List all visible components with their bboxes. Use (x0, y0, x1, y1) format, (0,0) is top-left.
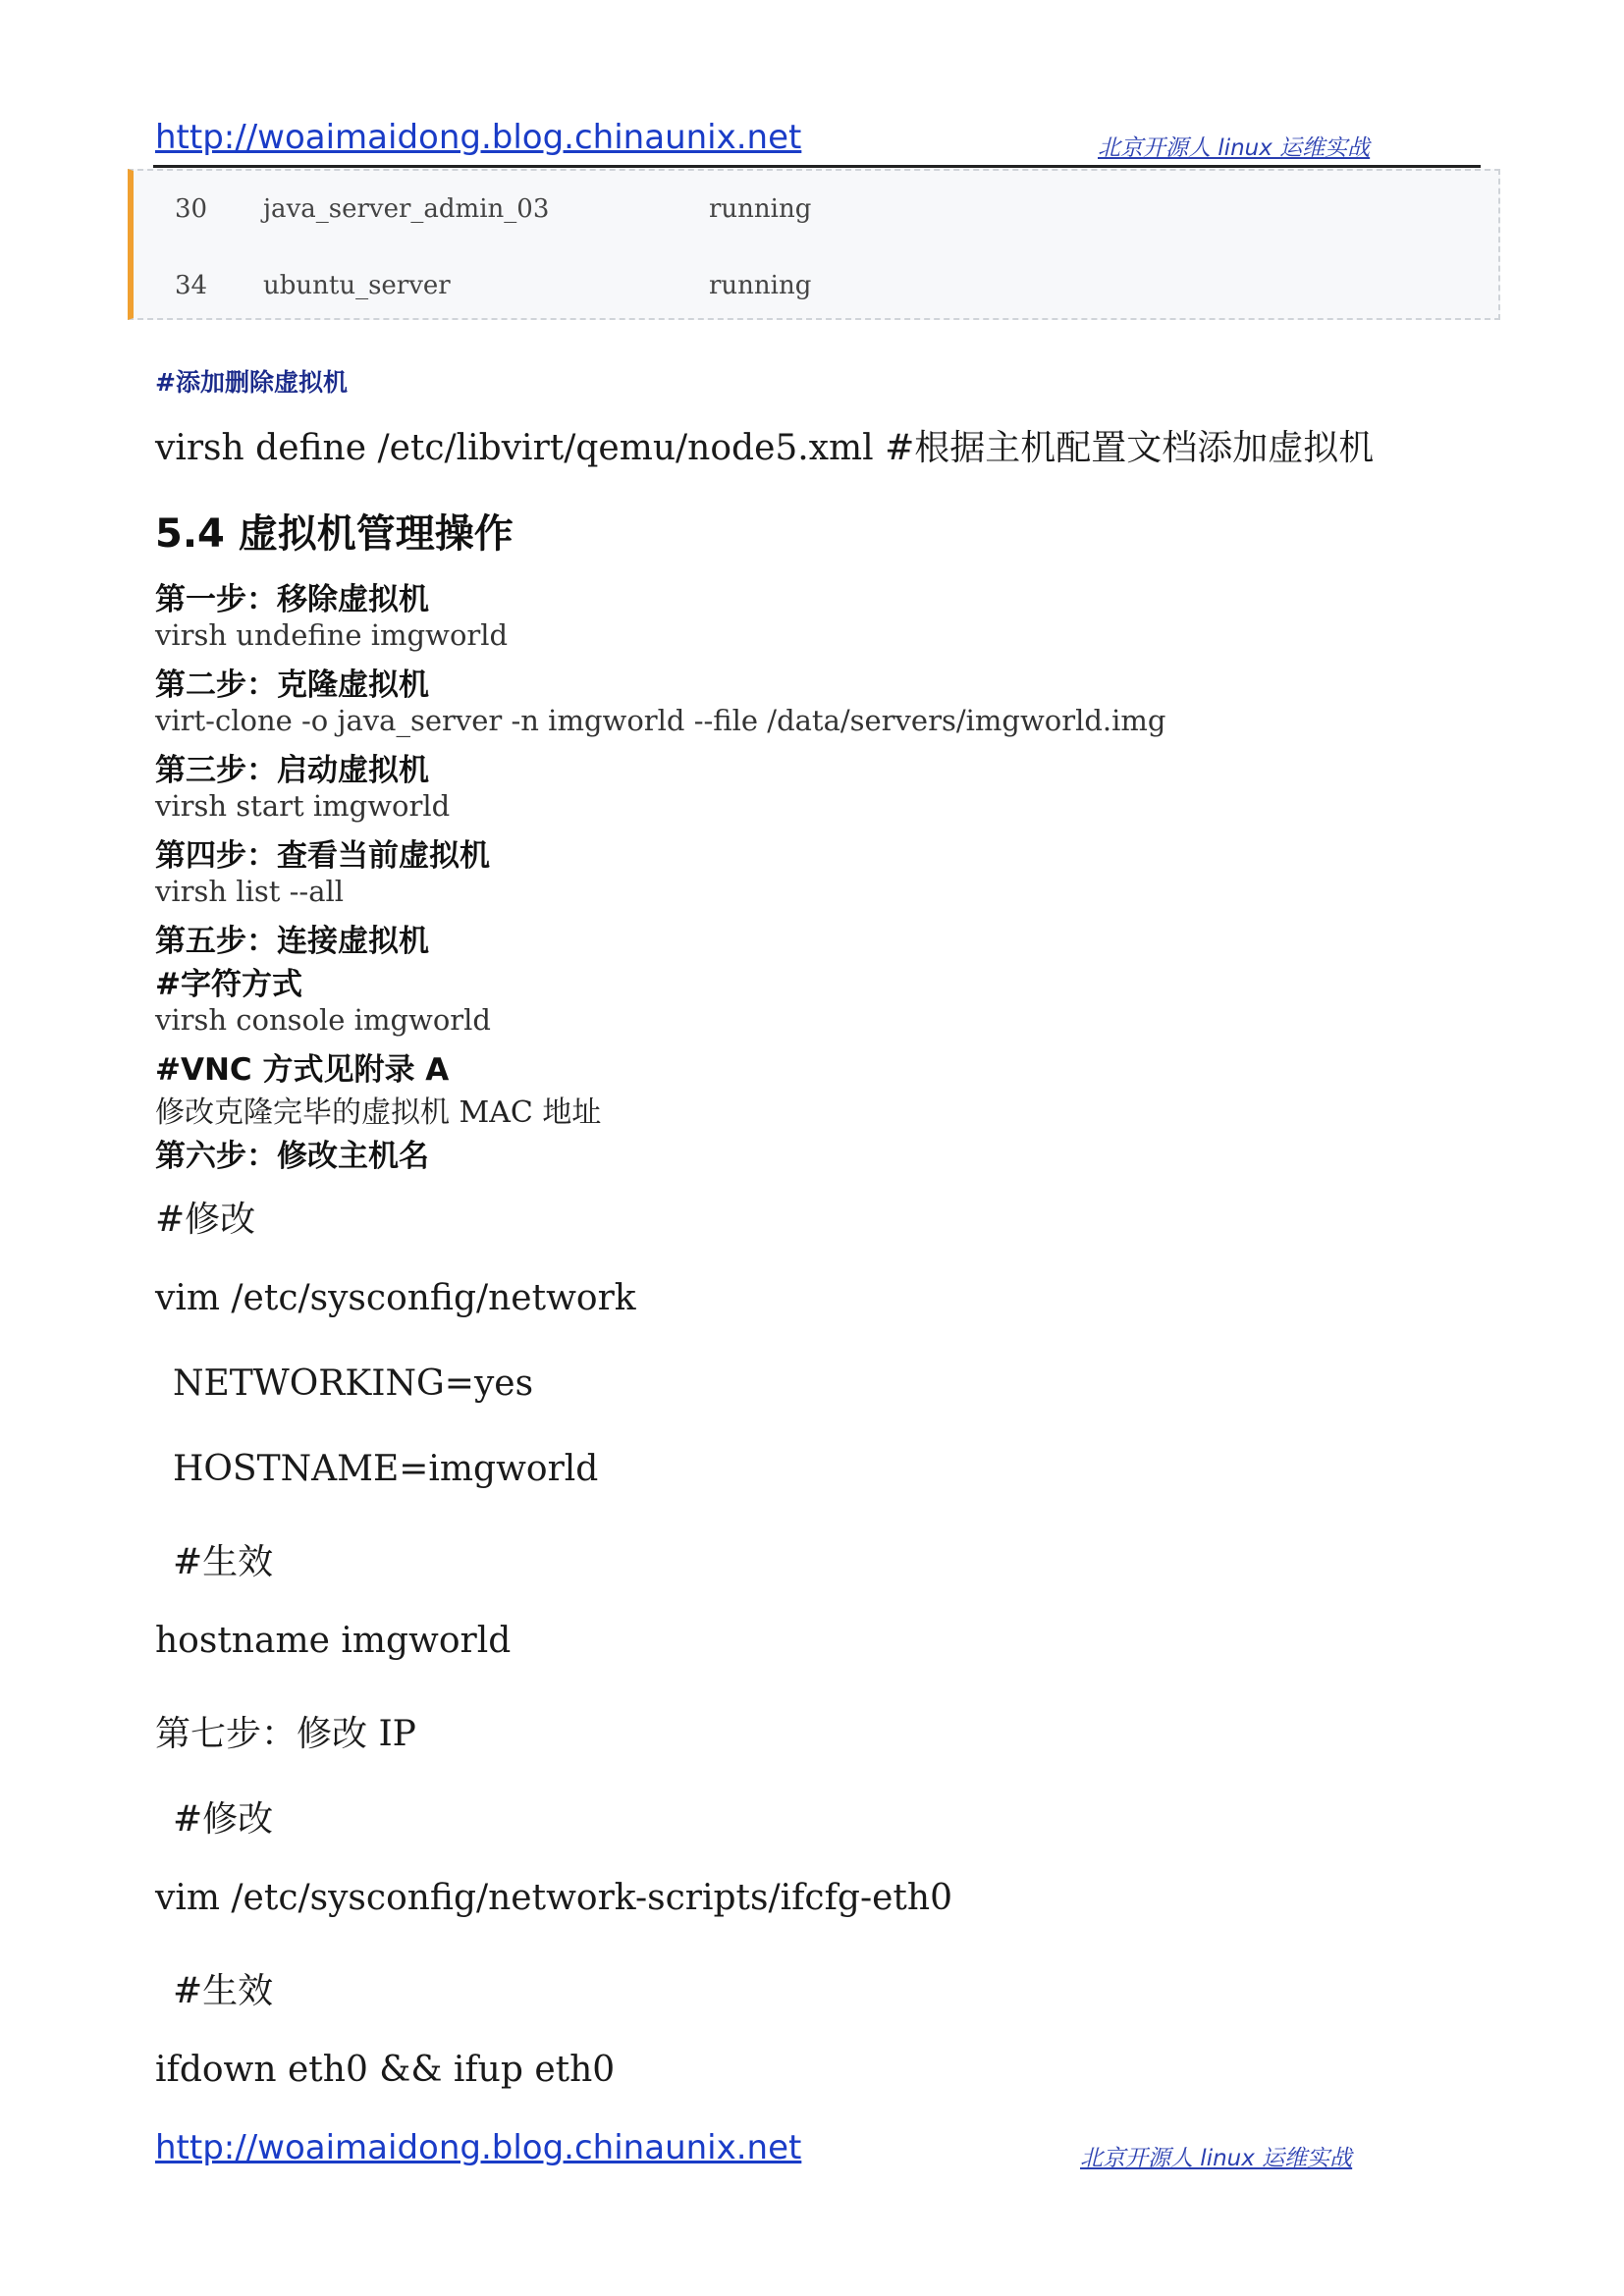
ifdown-ifup-command: ifdown eth0 && ifup eth0 (155, 2050, 616, 2090)
step3-command: virsh start imgworld (155, 789, 451, 823)
step5-char-mode: #字符方式 (155, 967, 302, 1002)
vm-id: 30 (175, 194, 208, 224)
vm-state: running (709, 194, 812, 224)
section-title: 5.4 虚拟机管理操作 (155, 511, 514, 557)
apply-comment: #生效 (173, 1542, 274, 1582)
vm-id: 34 (175, 271, 208, 300)
step2-command: virt-clone -o java_server -n imgworld --file /data/servers/imgworld.img (155, 704, 1166, 737)
header-blog-note-link[interactable]: 北京开源人 linux 运维实战 (1098, 135, 1371, 161)
step1-command: virsh undefine imgworld (155, 618, 509, 652)
header-url-link[interactable]: http://woaimaidong.blog.chinaunix.net (155, 118, 802, 157)
step7-heading: 第七步：修改 IP (155, 1714, 416, 1754)
modify-comment: #修改 (173, 1799, 274, 1840)
vim-network-command: vim /etc/sysconfig/network (155, 1278, 636, 1318)
code-block (128, 169, 1500, 320)
step5-vnc-note: #VNC 方式见附录 A (155, 1052, 450, 1088)
step3-heading: 第三步：启动虚拟机 (155, 753, 429, 788)
apply-comment: #生效 (173, 1971, 274, 2011)
footer-blog-note-link[interactable]: 北京开源人 linux 运维实战 (1080, 2146, 1353, 2171)
step6-heading: 第六步：修改主机名 (155, 1139, 429, 1174)
networking-config-line: NETWORKING=yes (173, 1363, 534, 1404)
footer-url-link[interactable]: http://woaimaidong.blog.chinaunix.net (155, 2128, 802, 2167)
define-command: virsh define /etc/libvirt/qemu/node5.xml #根据主机配置文档添加虚拟机 (155, 428, 1375, 468)
vm-name: java_server_admin_03 (263, 194, 550, 224)
step2-heading: 第二步：克隆虚拟机 (155, 667, 429, 703)
hostname-config-line: HOSTNAME=imgworld (173, 1449, 599, 1489)
step5-heading: 第五步：连接虚拟机 (155, 924, 429, 959)
step5-command: virsh console imgworld (155, 1003, 491, 1037)
step4-command: virsh list --all (155, 875, 345, 908)
add-remove-heading: #添加删除虚拟机 (155, 368, 348, 397)
vim-ifcfg-command: vim /etc/sysconfig/network-scripts/ifcfg-eth0 (155, 1878, 952, 1918)
step1-heading: 第一步：移除虚拟机 (155, 582, 429, 617)
hostname-command: hostname imgworld (155, 1621, 512, 1661)
modify-comment: #修改 (155, 1200, 256, 1240)
step4-heading: 第四步：查看当前虚拟机 (155, 838, 490, 874)
step5-mac-note: 修改克隆完毕的虚拟机 MAC 地址 (155, 1095, 602, 1130)
vm-name: ubuntu_server (263, 271, 451, 300)
vm-state: running (709, 271, 812, 300)
header-divider (153, 165, 1481, 168)
